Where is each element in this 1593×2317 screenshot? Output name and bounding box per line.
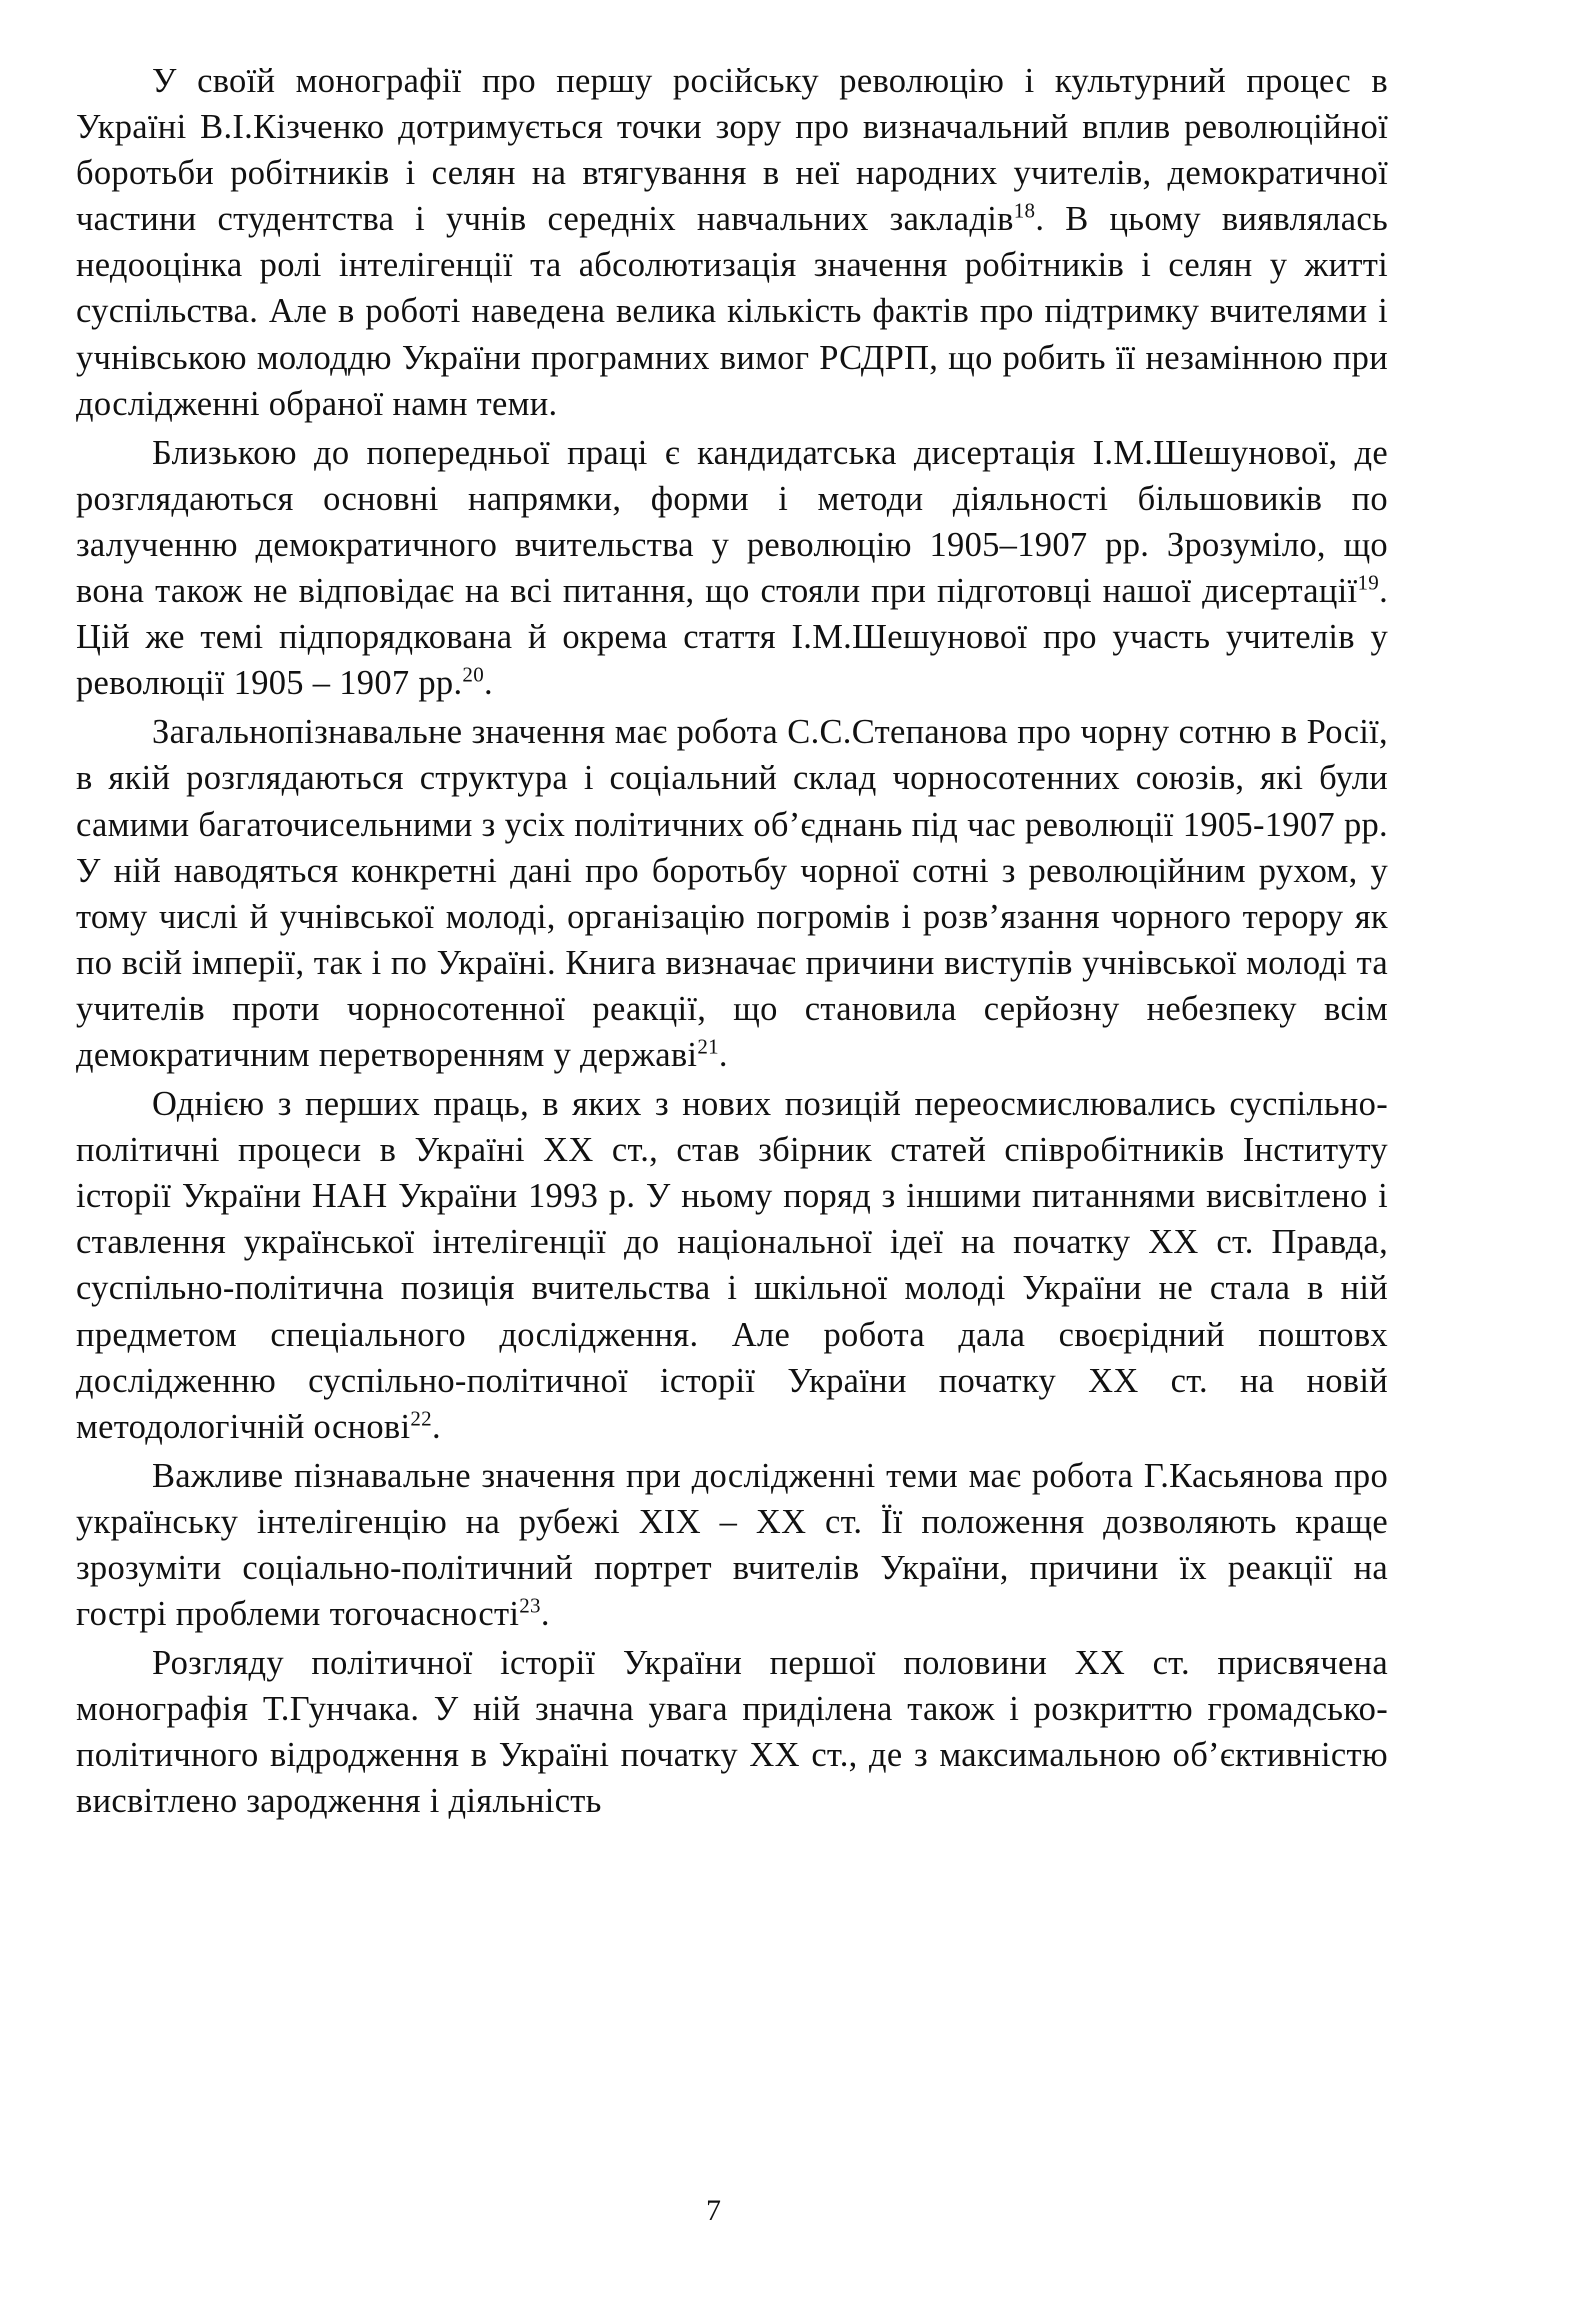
paragraph bbox=[76, 430, 1388, 707]
page-number: 7 bbox=[706, 2194, 721, 2227]
footnote-reference: 22 bbox=[410, 1406, 432, 1431]
footnote-reference: 19 bbox=[1357, 570, 1380, 595]
paragraph bbox=[76, 58, 1388, 427]
text-run: Близькою до попередньої праці є кандидатська дисертація І.М.Шешунової, де розглядаються основні напрямки, форми і методи діяльності більшовиків по залученню демократичного вчительства у революцію 1905–1907 рр. Зрозуміло, що вона також не відповідає на всі питання, що стояли при підготовці нашої дисертації bbox=[76, 433, 1388, 611]
text-run: . В цьому виявлялась недооцінка ролі інтелігенції та абсолютизація значення робітників і селян у житті суспільства. Але в роботі наведена велика кількість фактів про підтримку вчителями і учнівською молоддю України програмних вимог РСДРП, що робить її незамінною при дослідженні обраної намн теми. bbox=[76, 200, 1389, 423]
text-run: . bbox=[540, 1595, 550, 1634]
text-run: . Цій же темі підпорядкована й окрема стаття І.М.Шешунової про участь учителів у революції 1905 – 1907 рр. bbox=[76, 572, 1388, 703]
text-run: . bbox=[484, 664, 493, 703]
body-text bbox=[76, 58, 1388, 1825]
text-run: У своїй монографії про першу російську революцію і культурний процес в Україні В.І.Кізченко дотримується точки зору про визначальний вплив революційної боротьби робітників і селян на втягування в неї народних учителів, демократичної частини студентства і учнів середніх навчальних закладів bbox=[76, 62, 1388, 239]
text-run: Однією з перших праць, в яких з нових позицій переосмислювались суспільно-політичні процеси в Україні XX ст., став збірник статей співробітників Інституту історії України НАН України 1993 р. У ньому поряд з іншими питаннями висвітлено і ставлення української інтелігенції до національної ідеї на початку XX ст. Правда, суспільно-політична позиція вчительства і шкільної молоді України не стала в ній предметом спеціального дослідження. Але робота дала своєрідний поштовх дослідженню суспільно-політичної історії України початку XX ст. на новій методологічній основі bbox=[76, 1085, 1388, 1446]
paragraph bbox=[76, 1081, 1388, 1450]
text-run: Розгляду політичної історії України першої половини XX ст. присвячена монографія Т.Гунчака. У ній значна увага приділена також і розкриттю громадсько-політичного відродження в Україні початку XX ст., де з максимальною об’єктивністю висвітлено зародження і діяльність bbox=[76, 1644, 1388, 1821]
footnote-reference: 18 bbox=[1013, 198, 1036, 223]
text-run: . bbox=[431, 1407, 441, 1446]
paragraph bbox=[76, 1640, 1388, 1824]
footnote-reference: 20 bbox=[462, 662, 485, 687]
text-run: Загальнопізнавальне значення має робота С.С.Степанова про чорну сотню в Росії, в якій розглядаються структура і соціальний склад чорносотенних союзів, які були самими багаточисельними з усіх політичних об’єднань під час революції 1905-1907 рр. У ній наводяться конкретні дані про боротьбу чорної сотні з революційним рухом, у тому числі й учнівської молоді, організацію погромів і розв’язання чорного терору як по всій імперії, так і по Україні. Книга визначає причини виступів учнівської молоді та учителів проти чорносотенної реакції, що становила серйозну небезпеку всім демократичним перетворенням у державі bbox=[76, 713, 1388, 1074]
text-run: Важливе пізнавальне значення при дослідженні теми має робота Г.Касьянова про українську інтелігенцію на рубежі XIX – XX ст. Її положення дозволяють краще зрозуміти соціально-політичний портрет вчителів України, причини їх реакції на гострі проблеми тогочасності bbox=[76, 1456, 1388, 1634]
paragraph bbox=[76, 1453, 1388, 1637]
paragraph bbox=[76, 709, 1388, 1078]
footnote-reference: 21 bbox=[697, 1034, 719, 1059]
footnote-reference: 23 bbox=[519, 1593, 541, 1618]
text-run: . bbox=[718, 1035, 728, 1074]
